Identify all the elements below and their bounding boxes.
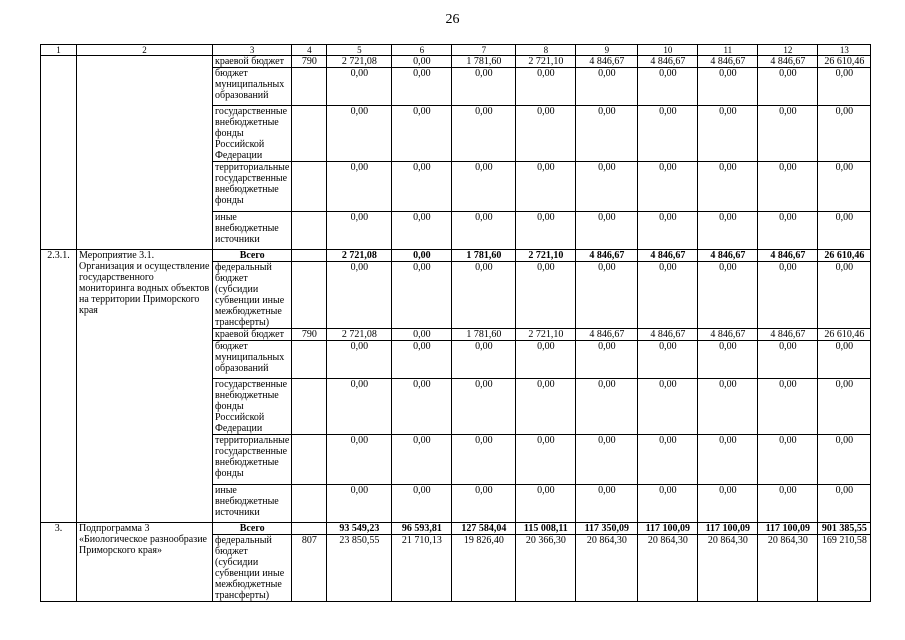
header-cell: 5 xyxy=(327,45,392,56)
value-cell: 4 846,67 xyxy=(758,56,818,68)
value-cell: 20 366,30 xyxy=(516,535,576,602)
value-cell: 19 826,40 xyxy=(452,535,516,602)
value-cell: 4 846,67 xyxy=(758,250,818,262)
table-row xyxy=(41,56,871,68)
value-cell: 0,00 xyxy=(758,106,818,162)
value-cell: 0,00 xyxy=(516,435,576,485)
value-cell: 26 610,46 xyxy=(818,56,871,68)
funding-source: Всего xyxy=(213,523,292,535)
budget-code xyxy=(292,379,327,435)
value-cell: 0,00 xyxy=(576,262,638,329)
header-cell: 6 xyxy=(392,45,452,56)
value-cell: 0,00 xyxy=(576,106,638,162)
table-row xyxy=(41,523,871,535)
value-cell: 2 721,10 xyxy=(516,56,576,68)
value-cell: 0,00 xyxy=(392,262,452,329)
value-cell: 0,00 xyxy=(698,379,758,435)
value-cell: 0,00 xyxy=(758,379,818,435)
value-cell: 0,00 xyxy=(818,106,871,162)
value-cell: 0,00 xyxy=(392,329,452,341)
value-cell: 0,00 xyxy=(698,435,758,485)
header-cell: 2 xyxy=(77,45,213,56)
value-cell: 0,00 xyxy=(516,212,576,250)
header-cell: 4 xyxy=(292,45,327,56)
value-cell: 4 846,67 xyxy=(698,56,758,68)
value-cell: 0,00 xyxy=(516,106,576,162)
value-cell: 26 610,46 xyxy=(818,250,871,262)
value-cell: 93 549,23 xyxy=(327,523,392,535)
value-cell: 0,00 xyxy=(576,212,638,250)
row-index xyxy=(41,56,77,250)
funding-source: краевой бюджет xyxy=(213,56,292,68)
value-cell: 0,00 xyxy=(758,262,818,329)
value-cell: 1 781,60 xyxy=(452,250,516,262)
value-cell: 2 721,08 xyxy=(327,329,392,341)
value-cell: 0,00 xyxy=(576,485,638,523)
budget-code xyxy=(292,250,327,262)
value-cell: 0,00 xyxy=(698,106,758,162)
value-cell: 0,00 xyxy=(516,341,576,379)
header-cell: 12 xyxy=(758,45,818,56)
value-cell: 0,00 xyxy=(638,379,698,435)
budget-code xyxy=(292,341,327,379)
value-cell: 0,00 xyxy=(758,162,818,212)
value-cell: 0,00 xyxy=(638,435,698,485)
value-cell: 0,00 xyxy=(327,485,392,523)
value-cell: 0,00 xyxy=(392,106,452,162)
value-cell: 2 721,08 xyxy=(327,250,392,262)
budget-code: 807 xyxy=(292,535,327,602)
value-cell: 1 781,60 xyxy=(452,329,516,341)
value-cell: 115 008,11 xyxy=(516,523,576,535)
value-cell: 0,00 xyxy=(698,162,758,212)
value-cell: 0,00 xyxy=(638,212,698,250)
funding-source: территориальные государственные внебюджетные фонды xyxy=(213,435,292,485)
value-cell: 0,00 xyxy=(327,106,392,162)
value-cell: 20 864,30 xyxy=(576,535,638,602)
value-cell: 0,00 xyxy=(452,212,516,250)
value-cell: 0,00 xyxy=(638,68,698,106)
budget-code xyxy=(292,485,327,523)
value-cell: 0,00 xyxy=(327,262,392,329)
table-row xyxy=(41,250,871,262)
value-cell: 117 100,09 xyxy=(638,523,698,535)
value-cell: 0,00 xyxy=(698,485,758,523)
value-cell: 0,00 xyxy=(818,262,871,329)
budget-code: 790 xyxy=(292,56,327,68)
budget-code xyxy=(292,435,327,485)
value-cell: 0,00 xyxy=(327,341,392,379)
value-cell: 0,00 xyxy=(576,341,638,379)
row-name: Мероприятие 3.1. Организация и осуществление государственного мониторинга водных объектов на территории Приморского края xyxy=(77,250,213,523)
value-cell: 0,00 xyxy=(818,212,871,250)
header-cell: 9 xyxy=(576,45,638,56)
value-cell: 0,00 xyxy=(327,435,392,485)
value-cell: 0,00 xyxy=(758,485,818,523)
value-cell: 0,00 xyxy=(327,379,392,435)
value-cell: 4 846,67 xyxy=(576,329,638,341)
funding-source: федеральный бюджет (субсидии субвенции иные межбюджетные трансферты) xyxy=(213,535,292,602)
value-cell: 0,00 xyxy=(392,162,452,212)
funding-source: территориальные государственные внебюджетные фонды xyxy=(213,162,292,212)
value-cell: 0,00 xyxy=(516,379,576,435)
value-cell: 4 846,67 xyxy=(758,329,818,341)
value-cell: 0,00 xyxy=(698,212,758,250)
value-cell: 0,00 xyxy=(452,379,516,435)
value-cell: 0,00 xyxy=(818,341,871,379)
value-cell: 0,00 xyxy=(392,68,452,106)
funding-source: краевой бюджет xyxy=(213,329,292,341)
value-cell: 117 100,09 xyxy=(698,523,758,535)
row-index: 3. xyxy=(41,523,77,602)
value-cell: 0,00 xyxy=(516,162,576,212)
value-cell: 0,00 xyxy=(818,485,871,523)
header-cell: 8 xyxy=(516,45,576,56)
funding-source: бюджет муниципальных образований xyxy=(213,68,292,106)
value-cell: 0,00 xyxy=(638,106,698,162)
value-cell: 0,00 xyxy=(758,68,818,106)
row-name: Подпрограмма 3 «Биологическое разнообразие Приморского края» xyxy=(77,523,213,602)
value-cell: 4 846,67 xyxy=(638,250,698,262)
value-cell: 0,00 xyxy=(392,341,452,379)
value-cell: 0,00 xyxy=(392,56,452,68)
header-cell: 10 xyxy=(638,45,698,56)
budget-code xyxy=(292,212,327,250)
budget-code: 790 xyxy=(292,329,327,341)
value-cell: 0,00 xyxy=(452,68,516,106)
value-cell: 0,00 xyxy=(818,379,871,435)
header-cell: 1 xyxy=(41,45,77,56)
value-cell: 0,00 xyxy=(327,68,392,106)
value-cell: 0,00 xyxy=(758,212,818,250)
value-cell: 0,00 xyxy=(818,68,871,106)
value-cell: 4 846,67 xyxy=(576,250,638,262)
value-cell: 0,00 xyxy=(576,435,638,485)
value-cell: 0,00 xyxy=(638,162,698,212)
value-cell: 0,00 xyxy=(392,435,452,485)
value-cell: 4 846,67 xyxy=(638,56,698,68)
value-cell: 0,00 xyxy=(758,341,818,379)
value-cell: 0,00 xyxy=(392,212,452,250)
value-cell: 0,00 xyxy=(638,485,698,523)
budget-code xyxy=(292,162,327,212)
funding-source: иные внебюджетные источники xyxy=(213,485,292,523)
funding-source: государственные внебюджетные фонды Российской Федерации xyxy=(213,106,292,162)
budget-code xyxy=(292,262,327,329)
funding-source: Всего xyxy=(213,250,292,262)
value-cell: 0,00 xyxy=(392,379,452,435)
value-cell: 0,00 xyxy=(392,485,452,523)
value-cell: 20 864,30 xyxy=(638,535,698,602)
value-cell: 0,00 xyxy=(516,485,576,523)
value-cell: 0,00 xyxy=(576,68,638,106)
header-cell: 7 xyxy=(452,45,516,56)
funding-source: бюджет муниципальных образований xyxy=(213,341,292,379)
header-cell: 11 xyxy=(698,45,758,56)
value-cell: 4 846,67 xyxy=(638,329,698,341)
value-cell: 21 710,13 xyxy=(392,535,452,602)
value-cell: 0,00 xyxy=(452,162,516,212)
value-cell: 0,00 xyxy=(698,341,758,379)
value-cell: 2 721,10 xyxy=(516,329,576,341)
value-cell: 0,00 xyxy=(576,162,638,212)
value-cell: 0,00 xyxy=(452,435,516,485)
value-cell: 117 350,09 xyxy=(576,523,638,535)
value-cell: 2 721,10 xyxy=(516,250,576,262)
value-cell: 0,00 xyxy=(516,262,576,329)
value-cell: 901 385,55 xyxy=(818,523,871,535)
funding-source: федеральный бюджет (субсидии субвенции иные межбюджетные трансферты) xyxy=(213,262,292,329)
value-cell: 0,00 xyxy=(327,162,392,212)
value-cell: 0,00 xyxy=(818,162,871,212)
funding-source: государственные внебюджетные фонды Российской Федерации xyxy=(213,379,292,435)
value-cell: 2 721,08 xyxy=(327,56,392,68)
budget-code xyxy=(292,68,327,106)
budget-table xyxy=(40,44,871,602)
value-cell: 0,00 xyxy=(576,379,638,435)
header-row xyxy=(41,45,871,56)
value-cell: 0,00 xyxy=(638,262,698,329)
value-cell: 96 593,81 xyxy=(392,523,452,535)
value-cell: 0,00 xyxy=(698,262,758,329)
value-cell: 169 210,58 xyxy=(818,535,871,602)
value-cell: 0,00 xyxy=(392,250,452,262)
value-cell: 0,00 xyxy=(452,341,516,379)
budget-code xyxy=(292,106,327,162)
value-cell: 117 100,09 xyxy=(758,523,818,535)
value-cell: 0,00 xyxy=(758,435,818,485)
table-body xyxy=(41,45,871,602)
header-cell: 13 xyxy=(818,45,871,56)
value-cell: 1 781,60 xyxy=(452,56,516,68)
value-cell: 0,00 xyxy=(698,68,758,106)
value-cell: 0,00 xyxy=(327,212,392,250)
funding-source: иные внебюджетные источники xyxy=(213,212,292,250)
value-cell: 20 864,30 xyxy=(758,535,818,602)
value-cell: 127 584,04 xyxy=(452,523,516,535)
header-cell: 3 xyxy=(213,45,292,56)
value-cell: 4 846,67 xyxy=(698,250,758,262)
value-cell: 23 850,55 xyxy=(327,535,392,602)
page-number: 26 xyxy=(445,12,460,27)
budget-code xyxy=(292,523,327,535)
value-cell: 0,00 xyxy=(638,341,698,379)
row-index: 2.3.1. xyxy=(41,250,77,523)
value-cell: 4 846,67 xyxy=(698,329,758,341)
value-cell: 0,00 xyxy=(516,68,576,106)
value-cell: 0,00 xyxy=(818,435,871,485)
value-cell: 0,00 xyxy=(452,262,516,329)
row-name xyxy=(77,56,213,250)
value-cell: 26 610,46 xyxy=(818,329,871,341)
value-cell: 0,00 xyxy=(452,106,516,162)
value-cell: 0,00 xyxy=(452,485,516,523)
value-cell: 20 864,30 xyxy=(698,535,758,602)
value-cell: 4 846,67 xyxy=(576,56,638,68)
